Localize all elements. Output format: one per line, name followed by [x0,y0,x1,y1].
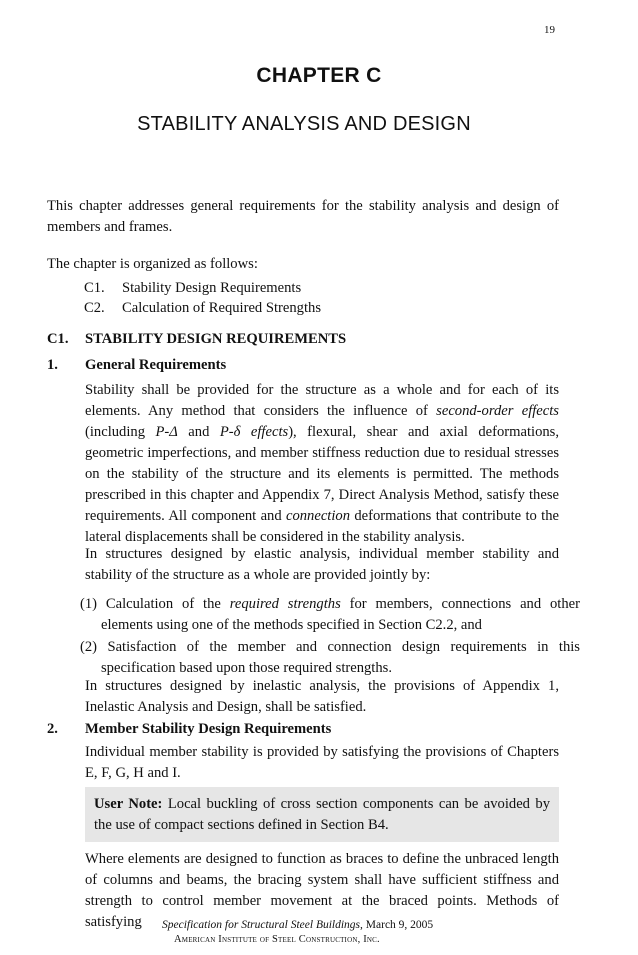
chapter-title: CHAPTER C [256,64,382,87]
intro-paragraph: This chapter addresses general requirements for the stability analysis and design of members and frames. [47,198,559,235]
toc-item [84,300,321,317]
chapter-subtitle: STABILITY ANALYSIS AND DESIGN [137,113,471,135]
toc-label: Stability Design Requirements [122,280,302,296]
general-requirements-paragraph: Stability shall be provided for the structure as a whole and for each of its elements. Any method that considers the influence of second-order effects (including P-Δ and P-δ effects), flexural, shear and axial deformations, geometric imperfections, and member stiffness reduction due to residual stresses on the stability of the structure and its elements is permitted. The methods prescribed in this chapter and Appendix 7, Direct Analysis Method, satisfy these requirements. All component and connection deformations that contribute to the lateral displacements shall be considered in the stability analysis. [85,382,560,545]
subsection-title: General Requirements [85,357,227,373]
footer-spec: Specification for Structural Steel Buildings, March 9, 2005 [162,919,434,931]
toc-label: Calculation of Required Strengths [122,300,322,316]
subsection-title: Member Stability Design Requirements [85,721,332,737]
subsection-heading [47,721,331,738]
subsection-number: 2. [47,721,58,737]
list-item: (2) Satisfaction of the member and connection design requirements in this specification based upon those required strengths. [80,639,580,676]
footer-organization: American Institute of Steel Construction, Inc. [174,934,380,945]
page-number: 19 [544,24,555,36]
user-note-box [85,787,559,842]
elastic-analysis-paragraph: In structures designed by elastic analysis, individual member stability and stability of the structure as a whole are provided jointly by: [85,546,559,583]
section-title: STABILITY DESIGN REQUIREMENTS [85,331,347,347]
inelastic-analysis-paragraph: In structures designed by inelastic analysis, the provisions of Appendix 1, Inelastic Analysis and Design, shall be satisfied. [85,678,559,715]
organized-paragraph: The chapter is organized as follows: [47,256,258,272]
toc-number: C1. [84,280,105,296]
subsection-heading [47,357,226,374]
section-number: C1. [47,331,69,347]
user-note-text: User Note: Local buckling of cross section components can be avoided by the use of compact sections defined in Section B4. [94,796,551,833]
list-item: (1) Calculation of the required strengths for members, connections and other elements using one of the methods specified in Section C2.2, and [80,596,580,633]
user-note-label: User Note: [94,796,163,812]
subsection-number: 1. [47,357,58,373]
toc-number: C2. [84,300,105,316]
member-stability-paragraph: Individual member stability is provided by satisfying the provisions of Chapters E, F, G, H and I. [85,744,559,781]
section-heading [47,331,346,348]
toc-item [84,280,301,297]
bracing-paragraph: Where elements are designed to function as braces to define the unbraced length of columns and beams, the bracing system shall have sufficient stiffness and strength to control member movement at the braced points. Methods of satisfying [85,851,559,930]
